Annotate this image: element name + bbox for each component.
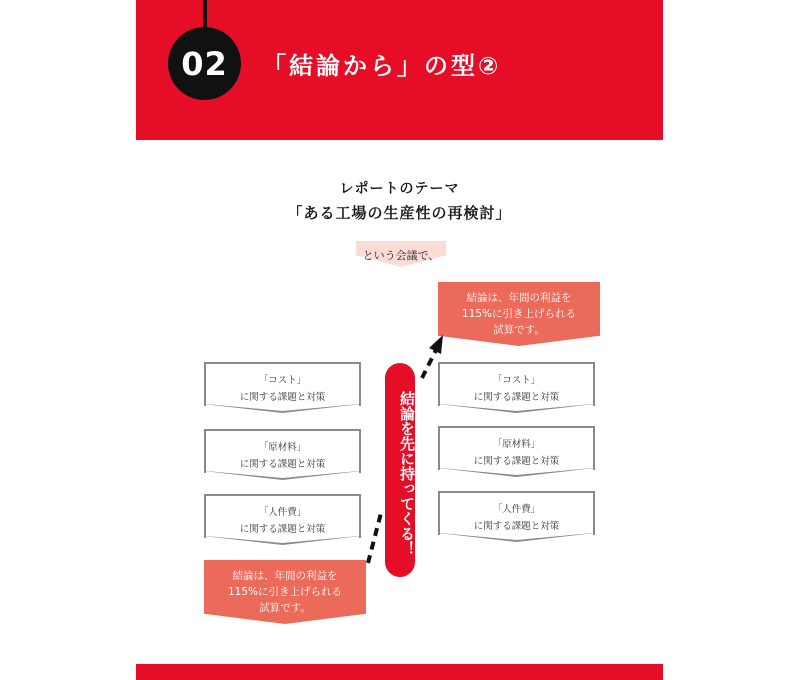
problem-title: 「コスト」 <box>258 375 307 386</box>
arrowhead-icon <box>429 335 443 354</box>
footer-band <box>136 664 663 680</box>
problem-subtitle: に関する課題と対策 <box>473 456 560 467</box>
center-label: 結論を先に持ってくる！ <box>398 390 416 556</box>
section-title: 「結論から」の型② <box>262 52 502 80</box>
theme-title: 「ある工場の生産性の再検討」 <box>287 204 512 222</box>
problem-subtitle: に関する課題と対策 <box>239 392 326 403</box>
section-number: 02 <box>181 44 228 83</box>
arrow-center-to-top <box>422 335 443 378</box>
problem-title: 「コスト」 <box>492 375 541 386</box>
dashed-arrows <box>136 0 663 680</box>
page <box>136 0 663 680</box>
conclusion-line: 115%に引き上げられる <box>227 586 343 598</box>
problem-subtitle: に関する課題と対策 <box>473 392 560 403</box>
meeting-text: という会議で、 <box>362 249 440 262</box>
conclusion-line: 結論は、年間の利益を <box>232 570 338 582</box>
arrow-bottom-to-center <box>368 513 381 563</box>
conclusion-line: 115%に引き上げられる <box>461 308 577 320</box>
problem-title: 「人件費」 <box>258 507 307 518</box>
problem-title: 「人件費」 <box>492 504 541 515</box>
conclusion-line: 試算です。 <box>259 602 311 614</box>
problem-subtitle: に関する課題と対策 <box>239 524 326 535</box>
conclusion-line: 試算です。 <box>493 324 545 336</box>
problem-title: 「原材料」 <box>258 442 307 453</box>
problem-subtitle: に関する課題と対策 <box>239 459 326 470</box>
problem-title: 「原材料」 <box>492 439 541 450</box>
problem-subtitle: に関する課題と対策 <box>473 521 560 532</box>
theme-label: レポートのテーマ <box>339 181 460 197</box>
conclusion-line: 結論は、年間の利益を <box>466 292 572 304</box>
